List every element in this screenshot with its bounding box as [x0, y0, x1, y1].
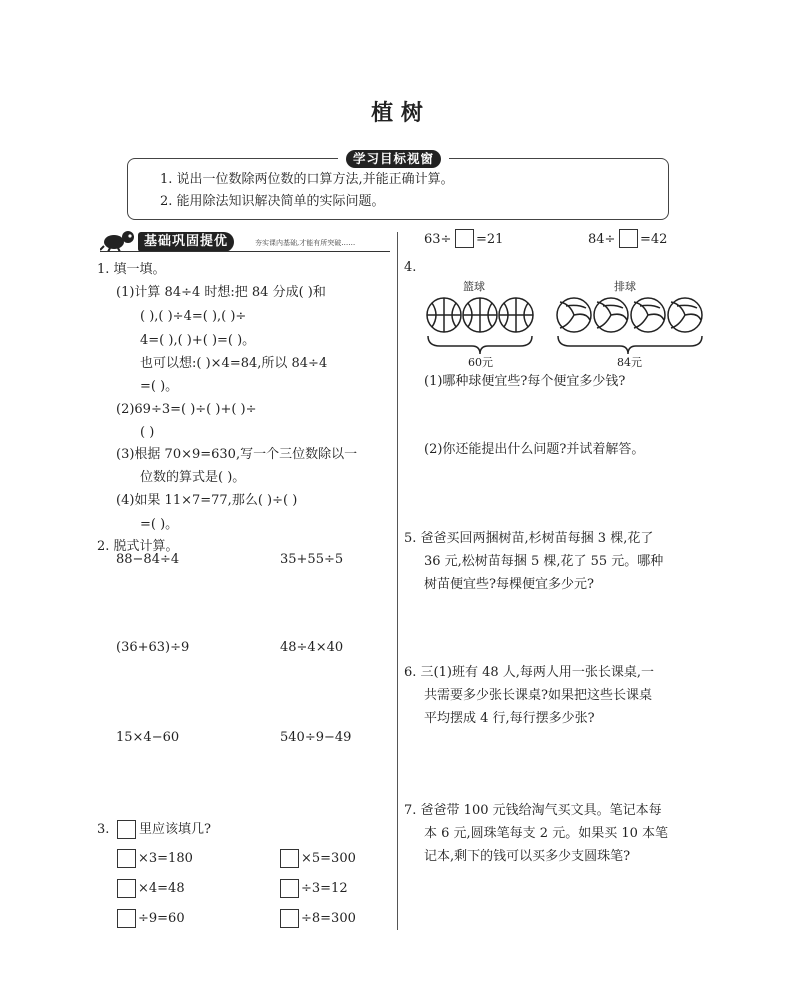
basketball-icon: [499, 298, 533, 332]
answer-box[interactable]: [619, 229, 638, 248]
q6-line: 6. 三(1)班有 48 人,每两人用一张长课桌,一: [404, 665, 655, 680]
q1-line: ( ),( )÷4=( ),( )÷: [140, 309, 247, 324]
q7-line: 本 6 元,圆珠笔每支 2 元。如果买 10 本笔: [424, 826, 669, 841]
q1-line: 位数的算式是( )。: [140, 470, 246, 485]
q3-number: 3.: [97, 822, 110, 837]
q7-line: 记本,剩下的钱可以买多少支圆珠笔?: [424, 849, 631, 864]
section-mascot-icon: [100, 228, 140, 252]
q6-line: 平均摆成 4 行,每行摆多少张?: [424, 711, 595, 726]
basketball-label: 篮球: [463, 280, 485, 293]
volleyball-icon: [594, 298, 628, 332]
volleyball-price: 84元: [617, 356, 642, 369]
volleyball-label: 排球: [614, 280, 636, 293]
q1-line: (2)69÷3=( )÷( )+( )÷: [116, 402, 257, 417]
q7-line: 7. 爸爸带 100 元钱给淘气买文具。笔记本每: [404, 803, 662, 818]
learning-goals-title: 学习目标视窗: [346, 150, 441, 168]
basketball-price: 60元: [468, 356, 493, 369]
q3-cont-expression: 84÷: [588, 232, 616, 247]
page-title: 植 树: [371, 100, 423, 126]
q1-line: (3)根据 70×9=630,写一个三位数除以一: [116, 447, 358, 462]
q4-subquestion-1: (1)哪种球便宜些?每个便宜多少钱?: [424, 374, 626, 389]
column-divider: [397, 232, 398, 930]
q3-item: ÷8=300: [301, 911, 356, 926]
answer-box[interactable]: [280, 849, 299, 868]
q5-line: 36 元,松树苗每捆 5 棵,花了 55 元。哪种: [424, 554, 664, 569]
q2-expression: 540÷9−49: [280, 730, 352, 745]
q3-item: ×4=48: [138, 881, 185, 896]
volleyball-icon: [668, 298, 702, 332]
q1-line: (4)如果 11×7=77,那么( )÷( ): [116, 493, 298, 508]
section-underline: [100, 251, 390, 252]
q2-expression: 48÷4×40: [280, 640, 344, 655]
q4-number: 4.: [404, 260, 417, 275]
q3-cont-expression: 63÷: [424, 232, 452, 247]
q1-line: 也可以想:( )×4=84,所以 84÷4: [140, 356, 328, 371]
answer-box[interactable]: [280, 909, 299, 928]
q3-item: ÷3=12: [301, 881, 348, 896]
q2-expression: (36+63)÷9: [116, 640, 190, 655]
answer-box[interactable]: [455, 229, 474, 248]
volleyball-brace: [558, 336, 702, 354]
q3-cont-expression: =21: [476, 232, 504, 247]
q1-line: ( ): [140, 425, 155, 440]
goal-item-1: 1. 说出一位数除两位数的口算方法,并能正确计算。: [160, 172, 454, 187]
section-note: 夯实课内基础,才能有所突破……: [255, 239, 356, 247]
q2-title: 2. 脱式计算。: [97, 539, 179, 554]
basketball-icon: [427, 298, 461, 332]
volleyball-icon: [631, 298, 665, 332]
learning-goals-header: [338, 148, 449, 168]
q5-line: 5. 爸爸买回两捆树苗,杉树苗每捆 3 棵,花了: [404, 531, 654, 546]
basketball-icon: [463, 298, 497, 332]
q1-title: 1. 填一填。: [97, 262, 166, 277]
q3-item: ÷9=60: [138, 911, 185, 926]
q1-line: (1)计算 84÷4 时想:把 84 分成( )和: [116, 285, 326, 300]
section-title: 基础巩固提优: [138, 232, 234, 252]
answer-box[interactable]: [117, 820, 136, 839]
q2-expression: 88−84÷4: [116, 552, 180, 567]
q4-balls-illustration: [420, 294, 720, 370]
q1-line: 4=( ),( )+( )=( )。: [140, 333, 256, 348]
q4-subquestion-2: (2)你还能提出什么问题?并试着解答。: [424, 442, 645, 457]
basketball-brace: [428, 336, 532, 354]
goal-item-2: 2. 能用除法知识解决简单的实际问题。: [160, 194, 385, 209]
volleyball-icon: [557, 298, 591, 332]
q3-item: ×3=180: [138, 851, 193, 866]
q1-line: =( )。: [140, 517, 179, 532]
q3-cont-expression: =42: [640, 232, 668, 247]
answer-box[interactable]: [117, 849, 136, 868]
q2-expression: 35+55÷5: [280, 552, 344, 567]
q5-line: 树苗便宜些?每棵便宜多少元?: [424, 577, 594, 592]
q2-expression: 15×4−60: [116, 730, 180, 745]
q3-item: ×5=300: [301, 851, 356, 866]
answer-box[interactable]: [280, 879, 299, 898]
q6-line: 共需要多少张长课桌?如果把这些长课桌: [424, 688, 652, 703]
q1-line: =( )。: [140, 379, 179, 394]
answer-box[interactable]: [117, 909, 136, 928]
q3-title: 里应该填几?: [139, 822, 211, 837]
answer-box[interactable]: [117, 879, 136, 898]
